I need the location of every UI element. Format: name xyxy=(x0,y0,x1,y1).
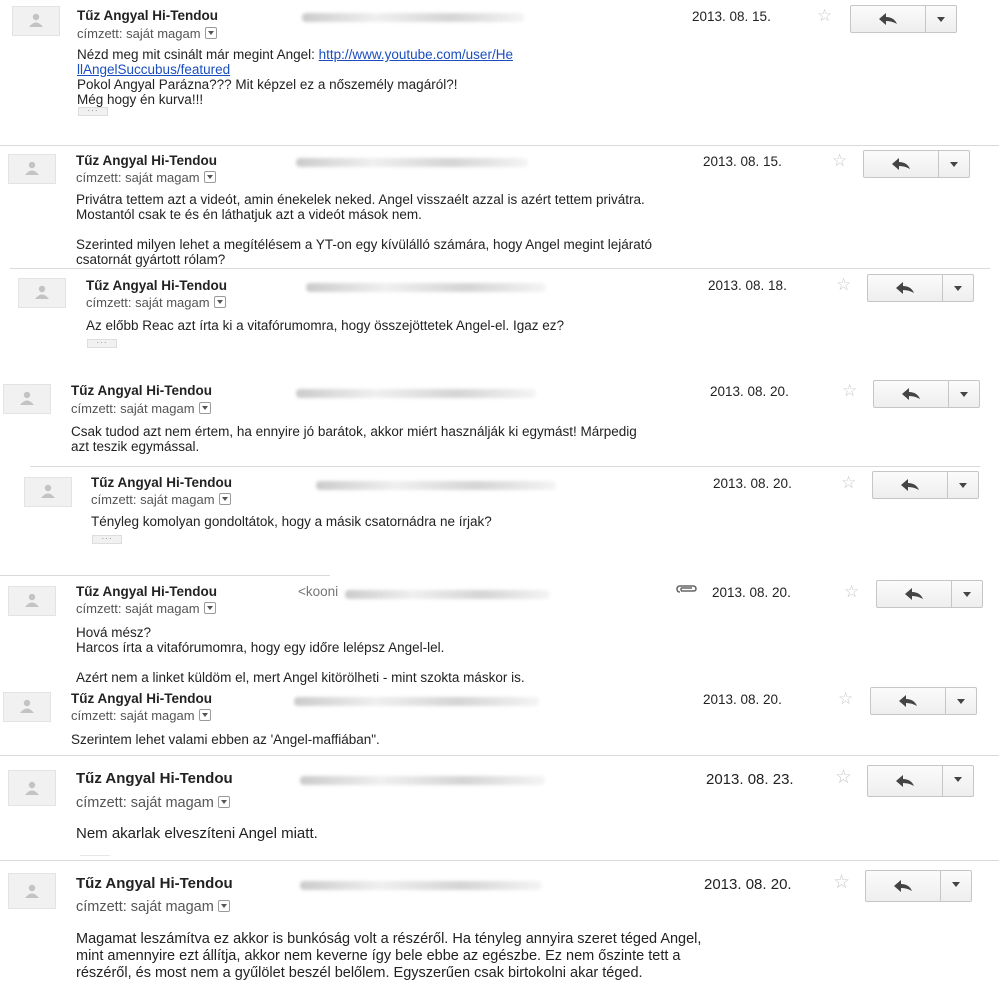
more-actions-button[interactable] xyxy=(943,766,973,796)
recipient-line[interactable]: címzett: saját magam xyxy=(91,492,231,507)
reply-button-group xyxy=(863,150,970,178)
star-icon[interactable]: ☆ xyxy=(844,582,860,601)
avatar xyxy=(8,873,56,909)
message-4 xyxy=(0,374,999,466)
sender-email-redacted xyxy=(302,13,524,22)
paperclip-icon xyxy=(676,582,698,598)
message-date: 2013. 08. 23. xyxy=(706,771,794,788)
message-6 xyxy=(0,576,999,688)
person-silhouette-icon xyxy=(39,484,57,498)
message-body: Privátra tettem azt a videót, amin énekelek neked. Angel visszaélt azzal is azért tettem privátra. Mostantól csak te és én láthatjuk azt a videót mások nem. Szerinted milyen lehet a megítélésem a YT-on egy kívülálló számára, hogy Angel megint lejárató csatornát gyártott rólam? xyxy=(76,192,653,267)
recipient-line[interactable]: címzett: saját magam xyxy=(76,795,230,811)
reply-arrow-icon xyxy=(905,588,923,600)
message-date: 2013. 08. 20. xyxy=(710,384,789,399)
reply-button[interactable] xyxy=(864,151,939,177)
sender-email-redacted xyxy=(316,481,556,490)
message-body: Hová mész? Harcos írta a vitafórumomra, hogy egy időre lelépsz Angel-lel. Azért nem a linket küldöm el, mert Angel kitörölheti - mint szokta máskor is. xyxy=(76,625,525,685)
reply-button-group xyxy=(865,870,972,902)
message-divider xyxy=(80,855,110,856)
avatar xyxy=(24,477,72,507)
person-silhouette-icon xyxy=(27,13,45,27)
sender-email-redacted xyxy=(300,776,545,785)
star-icon[interactable]: ☆ xyxy=(841,473,857,492)
message-body: Magamat leszámítva ez akkor is bunkóság volt a részéről. Ha tényleg annyira szeret téged Angel, mint amennyire ezt állítja, akkor nem keverne így bele ebbe az egészbe. Ez nem őszinte tett a részéről, és most nem a gyűlölet beszél belőlem. Egyszerűen csak birtokolni akar téged. xyxy=(76,931,702,981)
star-icon[interactable]: ☆ xyxy=(817,6,833,25)
avatar xyxy=(18,278,66,308)
sender-name[interactable]: Tűz Angyal Hi-Tendou xyxy=(71,691,212,706)
sender-name[interactable]: Tűz Angyal Hi-Tendou xyxy=(76,875,233,892)
message-body: Tényleg komolyan gondoltátok, hogy a másik csatornádra ne írjak? xyxy=(91,514,492,529)
star-icon[interactable]: ☆ xyxy=(842,381,858,400)
reply-button-group xyxy=(867,765,974,797)
message-8 xyxy=(0,756,999,860)
recipient-details-icon[interactable] xyxy=(205,27,217,39)
reply-arrow-icon xyxy=(896,775,914,787)
reply-button[interactable] xyxy=(868,766,943,796)
show-trimmed-content-button[interactable]: ··· xyxy=(78,107,108,116)
message-3 xyxy=(0,269,999,369)
reply-arrow-icon xyxy=(902,388,920,400)
recipient-line[interactable]: címzett: saját magam xyxy=(71,401,211,416)
recipient-details-icon[interactable] xyxy=(204,171,216,183)
sender-email-redacted xyxy=(300,881,542,890)
person-silhouette-icon xyxy=(23,884,41,898)
avatar xyxy=(3,384,51,414)
recipient-details-icon[interactable] xyxy=(199,709,211,721)
message-date: 2013. 08. 18. xyxy=(708,278,787,293)
recipient-details-icon[interactable] xyxy=(214,296,226,308)
avatar xyxy=(3,692,51,722)
message-7 xyxy=(0,687,999,755)
reply-button[interactable] xyxy=(877,581,952,607)
message-body: Nézd meg mit csinált már megint Angel: http://www.youtube.com/user/He llAngelSuccubus/featured Pokol Angyal Parázna??? Mit képzel ez a nőszemély magáról?! Még hogy én kurva!!! xyxy=(77,47,513,107)
more-actions-button[interactable] xyxy=(943,275,973,301)
message-date: 2013. 08. 20. xyxy=(712,585,791,600)
message-9 xyxy=(0,861,999,999)
avatar xyxy=(8,586,56,616)
reply-button[interactable] xyxy=(871,688,946,714)
more-actions-button[interactable] xyxy=(946,688,976,714)
message-body: Az előbb Reac azt írta ki a vitafórumomra, hogy összejöttetek Angel-el. Igaz ez? xyxy=(86,318,564,333)
person-silhouette-icon xyxy=(23,161,41,175)
sender-email-redacted xyxy=(306,283,546,292)
recipient-details-icon[interactable] xyxy=(218,900,230,912)
reply-button[interactable] xyxy=(851,6,926,32)
reply-button-group xyxy=(867,274,974,302)
more-actions-button[interactable] xyxy=(941,871,971,901)
star-icon[interactable]: ☆ xyxy=(838,689,854,708)
sender-email-redacted xyxy=(294,697,539,706)
reply-button-group xyxy=(873,380,980,408)
message-date: 2013. 08. 15. xyxy=(703,154,782,169)
more-actions-button[interactable] xyxy=(926,6,956,32)
star-icon[interactable]: ☆ xyxy=(832,151,848,170)
reply-button-group xyxy=(872,471,979,499)
reply-arrow-icon xyxy=(879,13,897,25)
recipient-line[interactable]: címzett: saját magam xyxy=(86,295,226,310)
sender-name[interactable]: Tűz Angyal Hi-Tendou xyxy=(86,278,227,293)
reply-button[interactable] xyxy=(873,472,948,498)
sender-email-redacted xyxy=(296,389,536,398)
youtube-link-continued[interactable]: llAngelSuccubus/featured xyxy=(77,62,231,77)
sender-email-redacted xyxy=(345,590,550,599)
reply-button-group xyxy=(876,580,983,608)
avatar xyxy=(8,770,56,806)
recipient-details-icon[interactable] xyxy=(218,796,230,808)
sender-name[interactable]: Tűz Angyal Hi-Tendou xyxy=(71,383,212,398)
reply-arrow-icon xyxy=(896,282,914,294)
more-actions-button[interactable] xyxy=(948,472,978,498)
star-icon[interactable]: ☆ xyxy=(835,767,853,788)
sender-name[interactable]: Tűz Angyal Hi-Tendou xyxy=(76,584,217,599)
reply-button-group xyxy=(870,687,977,715)
show-trimmed-content-button[interactable]: ··· xyxy=(92,535,122,544)
message-body: Nem akarlak elveszíteni Angel miatt. xyxy=(76,825,318,842)
sender-name[interactable]: Tűz Angyal Hi-Tendou xyxy=(91,475,232,490)
sender-name[interactable]: Tűz Angyal Hi-Tendou xyxy=(77,8,218,23)
sender-name[interactable]: Tűz Angyal Hi-Tendou xyxy=(76,770,233,787)
recipient-line[interactable]: címzett: saját magam xyxy=(77,26,217,41)
person-silhouette-icon xyxy=(23,593,41,607)
message-date: 2013. 08. 15. xyxy=(692,9,771,24)
avatar xyxy=(12,6,60,36)
person-silhouette-icon xyxy=(18,699,36,713)
sender-email-partial: <kooni xyxy=(298,584,339,599)
message-body: Szerintem lehet valami ebben az 'Angel-maffiában". xyxy=(71,732,380,747)
recipient-details-icon[interactable] xyxy=(199,402,211,414)
reply-arrow-icon xyxy=(899,695,917,707)
more-actions-button[interactable] xyxy=(939,151,969,177)
avatar xyxy=(8,154,56,184)
message-1 xyxy=(0,0,999,145)
person-silhouette-icon xyxy=(23,781,41,795)
reply-arrow-icon xyxy=(901,479,919,491)
recipient-line[interactable]: címzett: saját magam xyxy=(76,899,230,915)
message-2 xyxy=(0,146,999,268)
reply-button-group xyxy=(850,5,957,33)
reply-button[interactable] xyxy=(874,381,949,407)
recipient-line[interactable]: címzett: saját magam xyxy=(71,708,211,723)
sender-email-redacted xyxy=(296,158,528,167)
message-date: 2013. 08. 20. xyxy=(703,692,782,707)
star-icon[interactable]: ☆ xyxy=(833,872,851,893)
star-icon[interactable]: ☆ xyxy=(836,275,852,294)
reply-button[interactable] xyxy=(866,871,941,901)
person-silhouette-icon xyxy=(33,285,51,299)
recipient-details-icon[interactable] xyxy=(204,602,216,614)
sender-name[interactable]: Tűz Angyal Hi-Tendou xyxy=(76,153,217,168)
reply-arrow-icon xyxy=(894,880,912,892)
person-silhouette-icon xyxy=(18,391,36,405)
show-trimmed-content-button[interactable]: ··· xyxy=(87,339,117,348)
recipient-details-icon[interactable] xyxy=(219,493,231,505)
reply-button[interactable] xyxy=(868,275,943,301)
more-actions-button[interactable] xyxy=(949,381,979,407)
recipient-line[interactable]: címzett: saját magam xyxy=(76,170,216,185)
message-date: 2013. 08. 20. xyxy=(713,476,792,491)
youtube-link[interactable]: http://www.youtube.com/user/He xyxy=(318,47,513,62)
reply-arrow-icon xyxy=(892,158,910,170)
more-actions-button[interactable] xyxy=(952,581,982,607)
message-body: Csak tudod azt nem értem, ha ennyire jó barátok, akkor miért használják ki egymást! Márpedig azt teszik egymással. xyxy=(71,424,637,454)
message-5 xyxy=(0,467,999,572)
message-date: 2013. 08. 20. xyxy=(704,876,792,893)
recipient-line[interactable]: címzett: saját magam xyxy=(76,601,216,616)
